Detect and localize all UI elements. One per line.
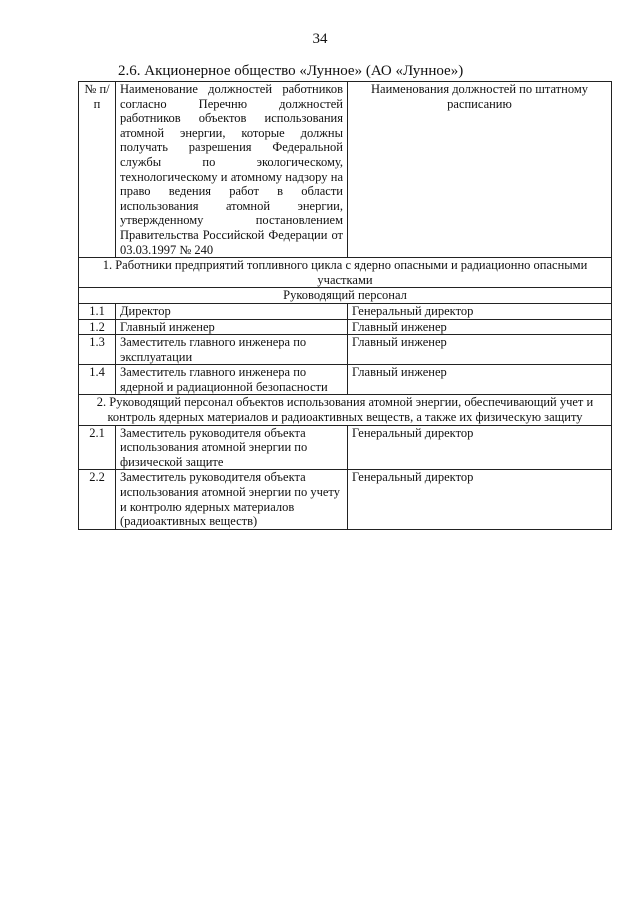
table-row — [79, 425, 612, 470]
subsection-title-1: Руководящий персонал — [79, 288, 612, 304]
header-position: Наименование должностей работников согласно Перечню должностей работников объектов использования атомной энергии, которые должны получать разрешения Федеральной службы по экологическому, технологическому и атомному надзору на право ведения работ в области использования атомной энергии, утвержденному постановлением Правительства Российской Федерации от 03.03.1997 № 240 — [116, 82, 348, 258]
row-num: 1.2 — [79, 319, 116, 335]
header-staff: Наименования должностей по штатному расписанию — [348, 82, 612, 258]
page-number: 34 — [312, 31, 328, 47]
row-position: Заместитель главного инженера по ядерной и радиационной безопасности — [116, 365, 348, 395]
row-staff: Генеральный директор — [348, 470, 612, 529]
table-row — [79, 365, 612, 395]
row-num: 2.1 — [79, 425, 116, 470]
positions-table — [78, 81, 612, 530]
section-row — [79, 395, 612, 425]
header-num: № п/п — [79, 82, 116, 258]
row-num: 2.2 — [79, 470, 116, 529]
table-row — [79, 335, 612, 365]
row-staff: Главный инженер — [348, 319, 612, 335]
row-num: 1.3 — [79, 335, 116, 365]
section-title-1: 1. Работники предприятий топливного цикла с ядерно опасными и радиационно опасными участками — [79, 258, 612, 288]
row-staff: Генеральный директор — [348, 303, 612, 319]
row-position: Заместитель руководителя объекта использования атомной энергии по физической защите — [116, 425, 348, 470]
row-position: Главный инженер — [116, 319, 348, 335]
row-staff: Генеральный директор — [348, 425, 612, 470]
row-staff: Главный инженер — [348, 365, 612, 395]
section-title: 2.6. Акционерное общество «Лунное» (АО «Лунное») — [118, 63, 464, 79]
table-row — [79, 303, 612, 319]
row-position: Директор — [116, 303, 348, 319]
row-position: Заместитель главного инженера по эксплуатации — [116, 335, 348, 365]
row-position: Заместитель руководителя объекта использования атомной энергии по учету и контролю ядерных материалов (радиоактивных веществ) — [116, 470, 348, 529]
row-num: 1.1 — [79, 303, 116, 319]
section-row — [79, 258, 612, 288]
table-row — [79, 319, 612, 335]
subsection-row — [79, 288, 612, 304]
row-num: 1.4 — [79, 365, 116, 395]
table-row — [79, 470, 612, 529]
section-title-2: 2. Руководящий персонал объектов использования атомной энергии, обеспечивающий учет и контроль ядерных материалов и радиоактивных веществ, а также их физическую защиту — [79, 395, 612, 425]
row-staff: Главный инженер — [348, 335, 612, 365]
table-header-row — [79, 82, 612, 258]
